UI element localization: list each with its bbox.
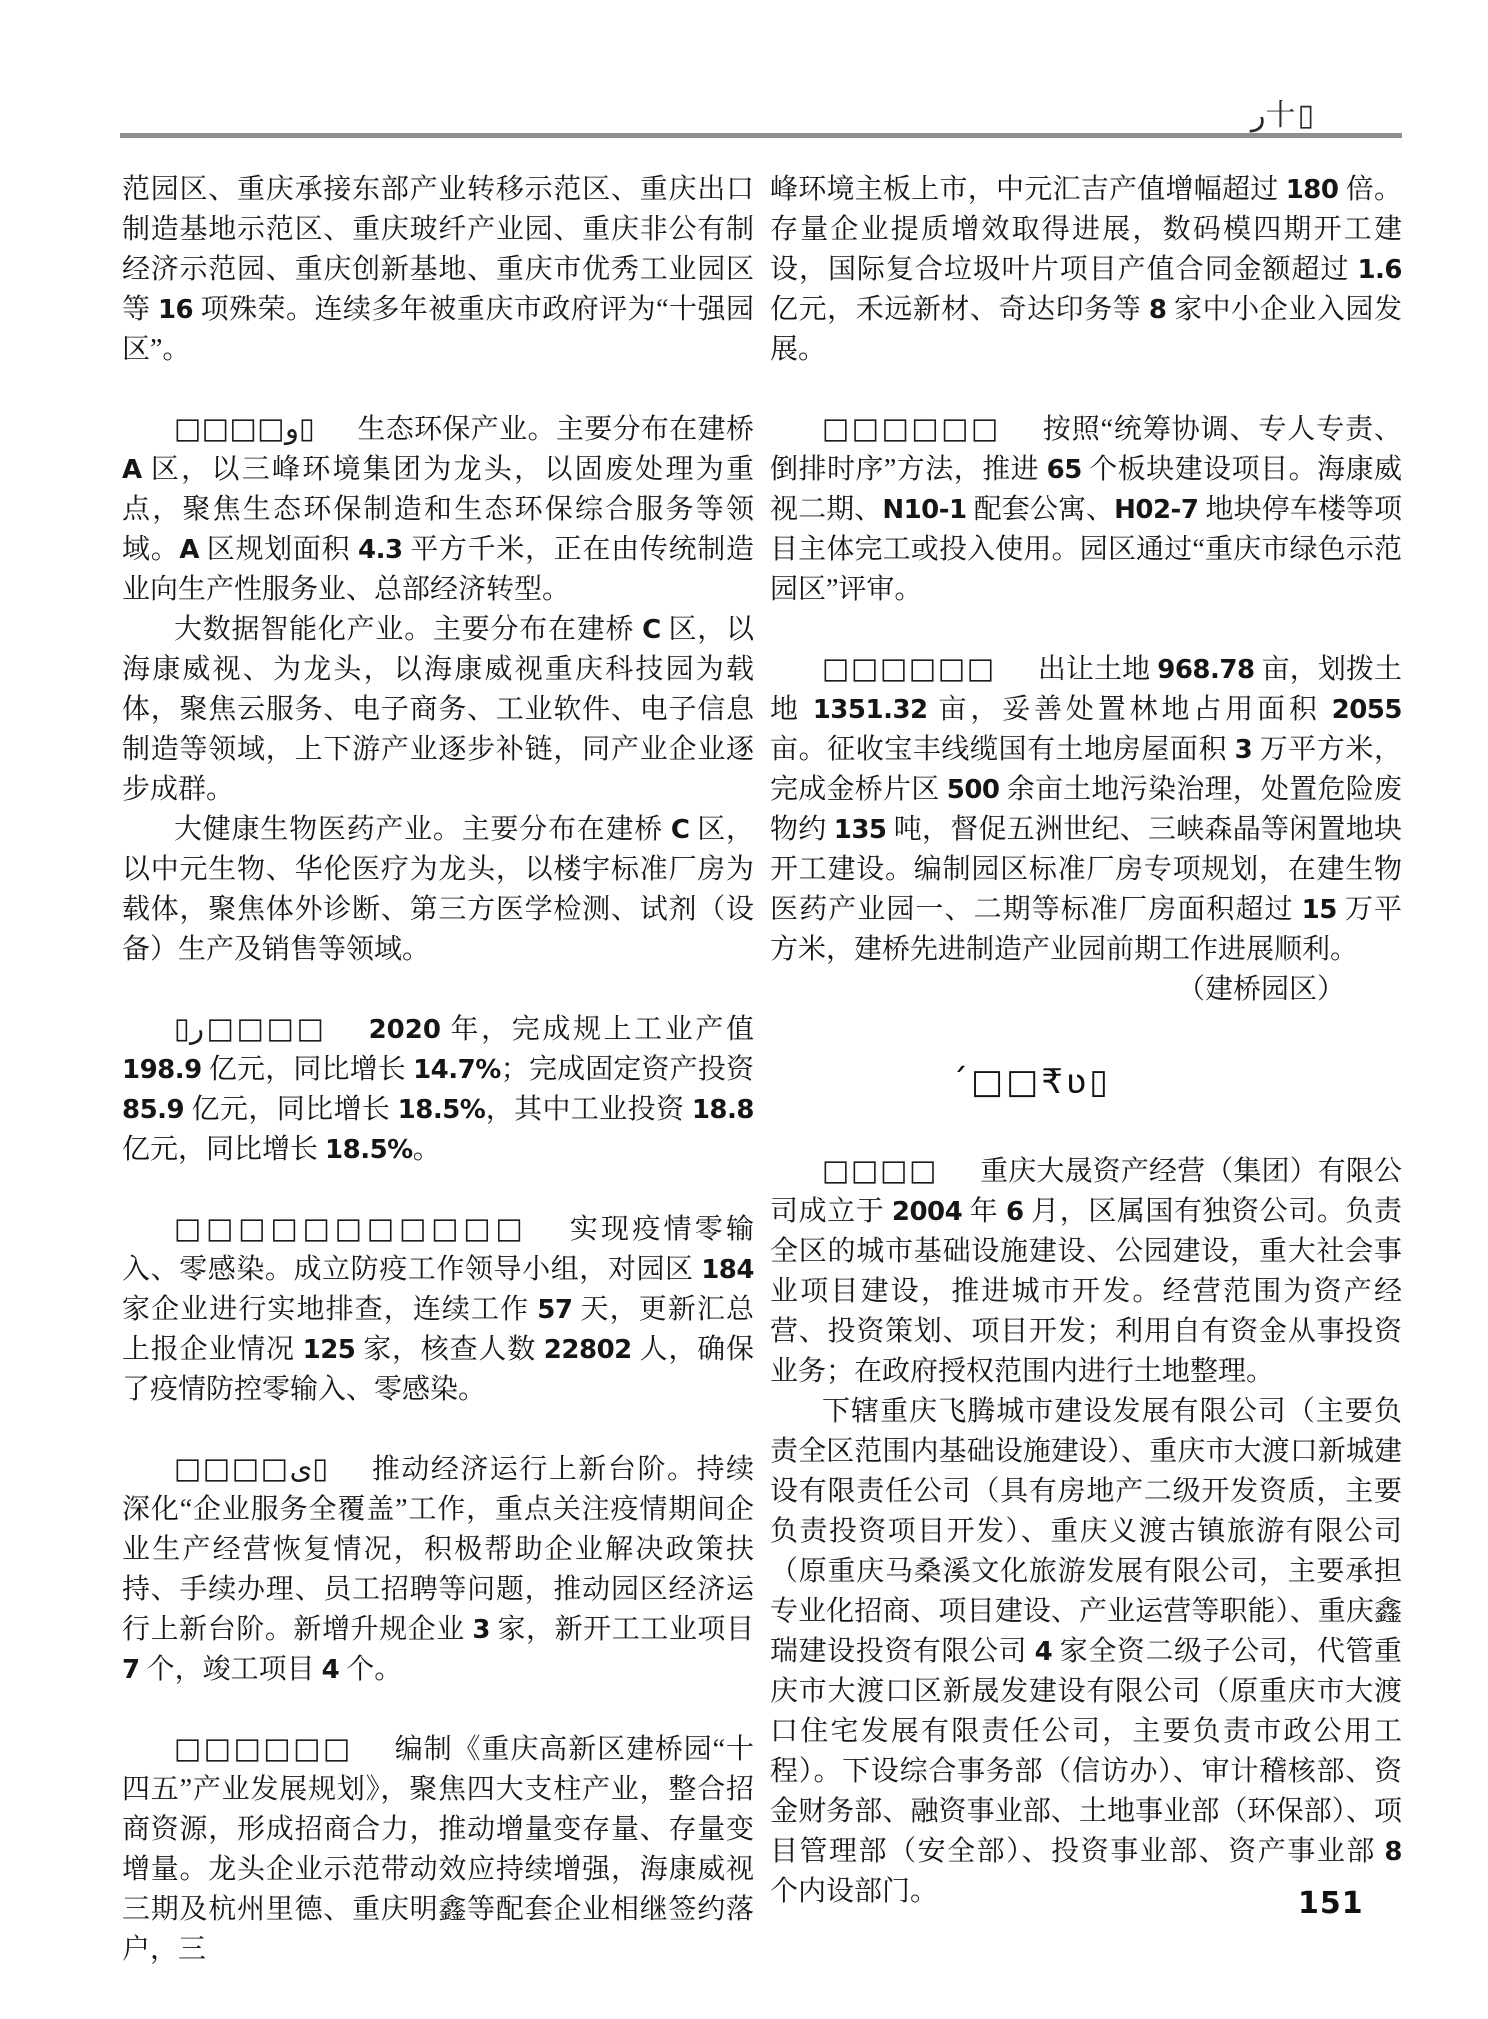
entry-paragraph [770, 408, 1402, 610]
paragraph-text: 实现疫情零输入、零感染。成立防疫工作领导小组，对园区 184 家企业进行实地排查，连续工作 57 天，更新汇总上报企业情况 125 家，核查人数 22802 人，确保了疫情防控零输入、零感染。 [122, 1214, 754, 1405]
paragraph-text: 编制《重庆高新区建桥园“十四五”产业发展规划》，聚焦四大支柱产业，整合招商资源，形成招商合力，推动增量变存量、存量变增量。龙头企业示范带动效应持续增强，海康威视三期及杭州里德、重庆明鑫等配套企业相继签约落户，三 [122, 1734, 754, 1965]
paragraph-text: 大健康生物医药产业。主要分布在建桥 C 区，以中元生物、华伦医疗为龙头，以楼宇标准厂房为载体，聚焦体外诊断、第三方医学检测、试剂（设备）生产及销售等领域。 [122, 814, 754, 965]
entry-paragraph [122, 1008, 754, 1170]
entry-heading-boxes: ▯ر□□□□ [174, 1011, 327, 1045]
column-left [122, 170, 754, 1970]
entry-heading-boxes: □□□□□□ [822, 651, 996, 685]
entry-heading-boxes: □□□□ [822, 1153, 939, 1187]
entry-paragraph [122, 1728, 754, 1970]
entry-heading-boxes: □□□□ى▯ [174, 1451, 329, 1485]
sub-paragraph [770, 1392, 1402, 1912]
entry-heading-boxes: □□□□□□ [822, 411, 1001, 445]
paragraph-text: 2020 年，完成规上工业产值 198.9 亿元，同比增长 14.7%；完成固定资产投资 85.9 亿元，同比增长 18.5%，其中工业投资 18.8 亿元，同比增长 18.5%。 [122, 1014, 754, 1165]
header-ornament-glyphs: ر十▯ [1251, 98, 1316, 133]
byline-text: （建桥园区） [1176, 974, 1345, 1005]
section-heading: ´□□₹ʋ▯ [951, 1062, 1111, 1102]
column-right [770, 170, 1402, 1912]
paragraph-text: 出让土地 968.78 亩，划拨土地 1351.32 亩，妥善处置林地占用面积 2055 亩。征收宝丰线缆国有土地房屋面积 3 万平方米，完成金桥片区 500 余亩土地污染治理，处置危险废物约 135 吨，督促五洲世纪、三峡森晶等闲置地块开工建设。编制园区标准厂房专项规划，在建生物医药产业园一、二期等标准厂房面积超过 15 万平方米，建桥先进制造产业园前期工作进展顺利。 [770, 654, 1402, 965]
continuation-paragraph [122, 170, 754, 370]
paragraph-text: 大数据智能化产业。主要分布在建桥 C 区，以海康威视、为龙头，以海康威视重庆科技园为载体，聚焦云服务、电子商务、工业软件、电子信息制造等领域，上下游产业逐步补链，同产业企业逐步成群。 [122, 614, 754, 805]
paragraph-text: 推动经济运行上新台阶。持续深化“企业服务全覆盖”工作，重点关注疫情期间企业生产经营恢复情况，积极帮助企业解决政策扶持、手续办理、员工招聘等问题，推动园区经济运行上新台阶。新增升规企业 3 家，新开工工业项目 7 个，竣工项目 4 个。 [122, 1454, 754, 1685]
entry-heading-boxes: □□□□و▯ [174, 411, 315, 445]
sub-paragraph [122, 810, 754, 970]
paragraph-text: 下辖重庆飞腾城市建设发展有限公司（主要负责全区范围内基础设施建设）、重庆市大渡口新城建设有限责任公司（具有房地产二级开发资质，主要负责投资项目开发）、重庆义渡古镇旅游有限公司（原重庆马桑溪文化旅游发展有限公司，主要承担专业化招商、项目建设、产业运营等职能）、重庆鑫瑞建设投资有限公司 4 家全资二级子公司，代管重庆市大渡口区新晟发建设有限公司（原重庆市大渡口住宅发展有限责任公司，主要负责市政公用工程）。下设综合事务部（信访办）、审计稽核部、资金财务部、融资事业部、土地事业部（环保部）、项目管理部（安全部）、投资事业部、资产事业部 8 个内设部门。 [770, 1396, 1402, 1907]
paragraph-text: 按照“统筹协调、专人专责、倒排时序”方法，推进 65 个板块建设项目。海康威视二期、N10-1 配套公寓、H02-7 地块停车楼等项目主体完工或投入使用。园区通过“重庆市绿色示范园区”评审。 [770, 414, 1402, 605]
continuation-paragraph [770, 170, 1402, 370]
entry-paragraph [770, 1150, 1402, 1392]
entry-paragraph [770, 648, 1402, 970]
entry-paragraph [122, 1448, 754, 1690]
page-number: 151 [1298, 1886, 1364, 1921]
paragraph-text: 重庆大晟资产经营（集团）有限公司成立于 2004 年 6 月，区属国有独资公司。负责全区的城市基础设施建设、公园建设，重大社会事业项目建设，推进城市开发。经营范围为资产经营、投资策划、项目开发；利用自有资金从事投资业务；在政府授权范围内进行土地整理。 [770, 1156, 1402, 1387]
entry-paragraph [122, 1208, 754, 1410]
entry-paragraph [122, 408, 754, 610]
entry-heading-boxes: □□□□□□ [174, 1731, 353, 1765]
entry-heading-boxes: □□□□□□□□□□□ [174, 1211, 528, 1245]
paragraph-text: 范园区、重庆承接东部产业转移示范区、重庆出口制造基地示范区、重庆玻纤产业园、重庆非公有制经济示范园、重庆创新基地、重庆市优秀工业园区等 16 项殊荣。连续多年被重庆市政府评为“十强园区”。 [122, 174, 754, 365]
sub-paragraph [122, 610, 754, 810]
paragraph-text: 生态环保产业。主要分布在建桥 A 区，以三峰环境集团为龙头，以固废处理为重点，聚焦生态环保制造和生态环保综合服务等领域。A 区规划面积 4.3 平方千米，正在由传统制造业向生产性服务业、总部经济转型。 [122, 414, 754, 605]
header-divider-rule [120, 133, 1402, 138]
paragraph-text: 峰环境主板上市，中元汇吉产值增幅超过 180 倍。存量企业提质增效取得进展，数码模四期开工建设，国际复合垃圾叶片项目产值合同金额超过 1.6 亿元，禾远新材、奇达印务等 8 家中小企业入园发展。 [770, 174, 1402, 365]
byline [770, 970, 1402, 1010]
